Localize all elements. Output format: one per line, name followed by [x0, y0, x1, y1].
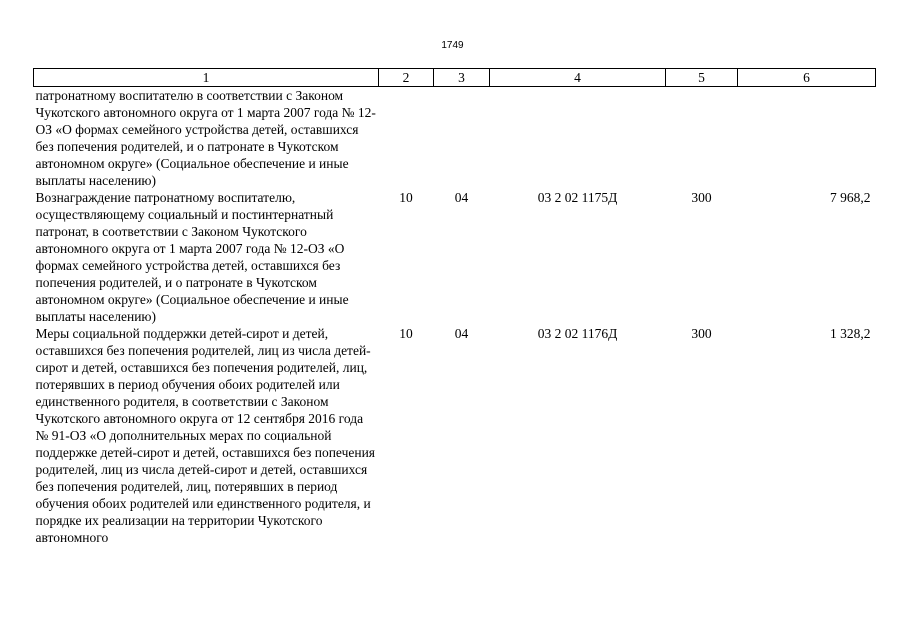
row-amount: 7 968,2 [830, 190, 871, 205]
table-row [34, 87, 876, 190]
header-col-3: 3 [434, 69, 490, 87]
row-subsection: 04 [454, 190, 469, 205]
row-name: патронатному воспитателю в соответствии с Законом Чукотского автономного округа от 1 марта 2007 года № 12-ОЗ «О формах семейного устройства детей, оставшихся без попечения родителей, и о патронате в Чукотском автономном округе» (Социальное обеспечение и иные выплаты населению) [35, 88, 376, 188]
row-expense-type: 300 [691, 190, 712, 205]
header-col-1: 1 [34, 69, 379, 87]
row-section: 10 [399, 326, 413, 341]
row-subsection: 04 [454, 326, 469, 341]
header-row [34, 69, 876, 87]
row-target-code: 03 2 02 1175Д [537, 190, 618, 205]
row-section [379, 87, 434, 190]
row-amount: 1 328,2 [830, 326, 871, 341]
row-name: Меры социальной поддержки детей-сирот и детей, оставшихся без попечения родителей, лиц из числа детей-сирот и детей, оставшихся без попечения родителей, лиц, потерявших в период обучения обоих родителей или единственного родителя, в соответствии с Законом Чукотского автономного округа от 12 сентября 2016 года № 91-ОЗ «О дополнительных мерах по социальной поддержке детей-сирот и детей, оставшихся без попечения родителей, лиц из числа детей-сирот и детей, оставшихся без попечения родителей, лиц, потерявших в период обучения обоих родителей или единственного родителя, и порядке их реализации на территории Чукотского автономного [35, 326, 376, 545]
header-col-6: 6 [738, 69, 876, 87]
row-amount [738, 87, 876, 190]
row-target-code [490, 87, 666, 190]
budget-table [33, 68, 876, 546]
row-name: Вознаграждение патронатному воспитателю, осуществляющему социальный и постинтернатный патронат, в соответствии с Законом Чукотского автономного округа от 1 марта 2007 года № 12-ОЗ «О формах семейного устройства детей, оставшихся без попечения родителей, и о патронате в Чукотском автономном округе» (Социальное обеспечение и иные выплаты населению) [35, 190, 349, 324]
row-expense-type [666, 87, 738, 190]
table-row [34, 325, 876, 546]
table-row [34, 189, 876, 325]
header-col-2: 2 [379, 69, 434, 87]
row-subsection [434, 87, 490, 190]
row-target-code: 03 2 02 1176Д [537, 326, 618, 341]
header-col-5: 5 [666, 69, 738, 87]
row-expense-type: 300 [691, 326, 712, 341]
row-section: 10 [399, 190, 413, 205]
page-number: 1749 [441, 40, 464, 51]
header-col-4: 4 [490, 69, 666, 87]
